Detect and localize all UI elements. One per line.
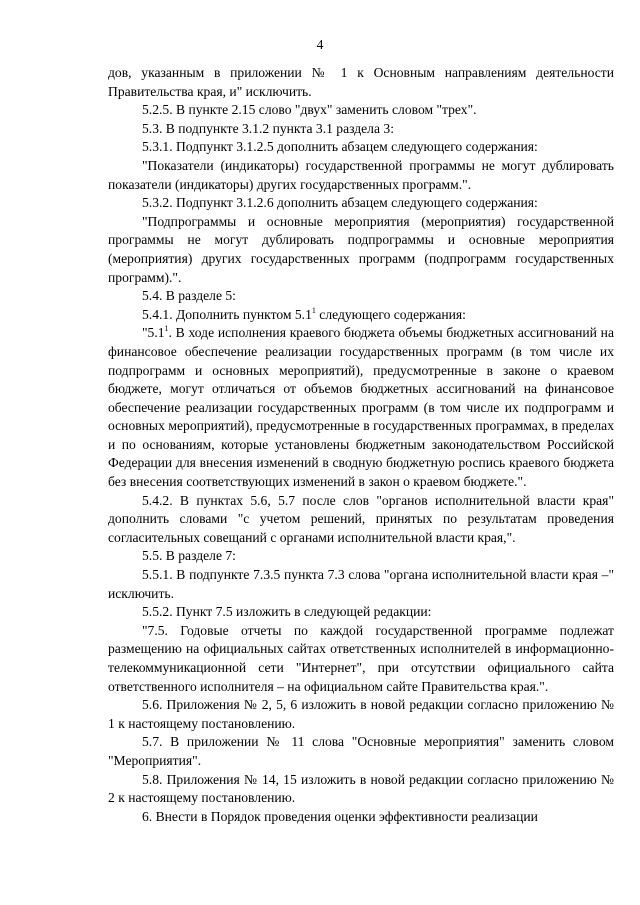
paragraph-5-4: 5.4. В разделе 5: <box>142 288 236 304</box>
paragraph-5-3-2: 5.3.2. Подпункт 3.1.2.6 дополнить абзацем следующего содержания: <box>142 195 538 211</box>
paragraph-5-3-1: 5.3.1. Подпункт 3.1.2.5 дополнить абзацем следующего содержания: <box>142 139 538 155</box>
paragraph-continuation: дов, указанным в приложении № 1 к Основным направлениям деятельности Правительства края, и" исключить. <box>108 65 614 99</box>
paragraph-5-3: 5.3. В подпункте 3.1.2 пункта 3.1 раздела 3: <box>142 120 394 136</box>
paragraph-7-5-quote: "7.5. Годовые отчеты по каждой государственной программе подлежат размещению на официальных сайтах ответственных исполнителей в информационно-телекоммуникационной сети "Интернет", при отсутствии официального сайта ответственного исполнителя – на официальном сайте Правительства края.". <box>108 622 614 694</box>
paragraph-5-8: 5.8. Приложения № 14, 15 изложить в новой редакции согласно приложению № 2 к настоящему постановлению. <box>108 771 614 806</box>
paragraph-5-5-1: 5.5.1. В подпункте 7.3.5 пункта 7.3 слова "органа исполнительной власти края –" исключить. <box>108 567 614 601</box>
paragraph-5-4-2: 5.4.2. В пунктах 5.6, 5.7 после слов "органов исполнительной власти края" дополнить словами "с учетом решений, принятых по результатам проведения согласительных совещаний с органами исполнительной власти края,". <box>108 492 614 545</box>
paragraph-5-5-2: 5.5.2. Пункт 7.5 изложить в следующей редакции: <box>142 604 432 620</box>
paragraph-5-1-1-quote <box>108 324 614 491</box>
paragraph-5-6: 5.6. Приложения № 2, 5, 6 изложить в новой редакции согласно приложению № 1 к настоящему постановлению. <box>108 697 614 731</box>
text-segment: следующего содержания: <box>315 306 466 322</box>
paragraph-quote-indicators: "Показатели (индикаторы) государственной программы не могут дублировать показатели (индикаторы) других государственных программ.". <box>108 157 614 192</box>
document-body <box>108 64 614 826</box>
paragraph-5-4-1 <box>108 306 614 325</box>
page-number: 4 <box>316 37 324 52</box>
superscript: 1 <box>311 305 316 315</box>
text-segment: "5.1 <box>142 325 165 341</box>
paragraph-5-2-5: 5.2.5. В пункте 2.15 слово "двух" заменить словом "трех". <box>142 102 477 118</box>
paragraph-5-7: 5.7. В приложении № 11 слова "Основные мероприятия" заменить словом "Мероприятия". <box>108 734 614 768</box>
paragraph-6: 6. Внести в Порядок проведения оценки эффективности реализации <box>142 808 538 824</box>
text-segment: 5.4.1. Дополнить пунктом 5.1 <box>142 306 312 322</box>
text-segment: . В ходе исполнения краевого бюджета объемы бюджетных ассигнований на финансовое обеспечение реализации государственных программ (в том числе их подпрограмм и основных мероприятий), предусмотренные в законе о краевом бюджете, могут отличаться от объемов бюджетных ассигнований на финансовое обеспечение реализации государственных программ (в том числе их подпрограмм и основных мероприятий), предусмотренные в государственных программах, в пределах и по основаниям, которые установлены бюджетным законодательством Российской Федерации для внесения изменений в сводную бюджетную роспись краевого бюджета без внесения соответствующих изменений в закон о краевом бюджете.". <box>108 325 614 490</box>
paragraph-quote-subprograms: "Подпрограммы и основные мероприятия (мероприятия) государственной программы не могут дублировать подпрограммы и основные мероприятия (мероприятия) других государственных программ (подпрограмм государственных программ).". <box>108 213 614 285</box>
superscript: 1 <box>164 324 169 334</box>
paragraph-5-5: 5.5. В разделе 7: <box>142 548 236 564</box>
